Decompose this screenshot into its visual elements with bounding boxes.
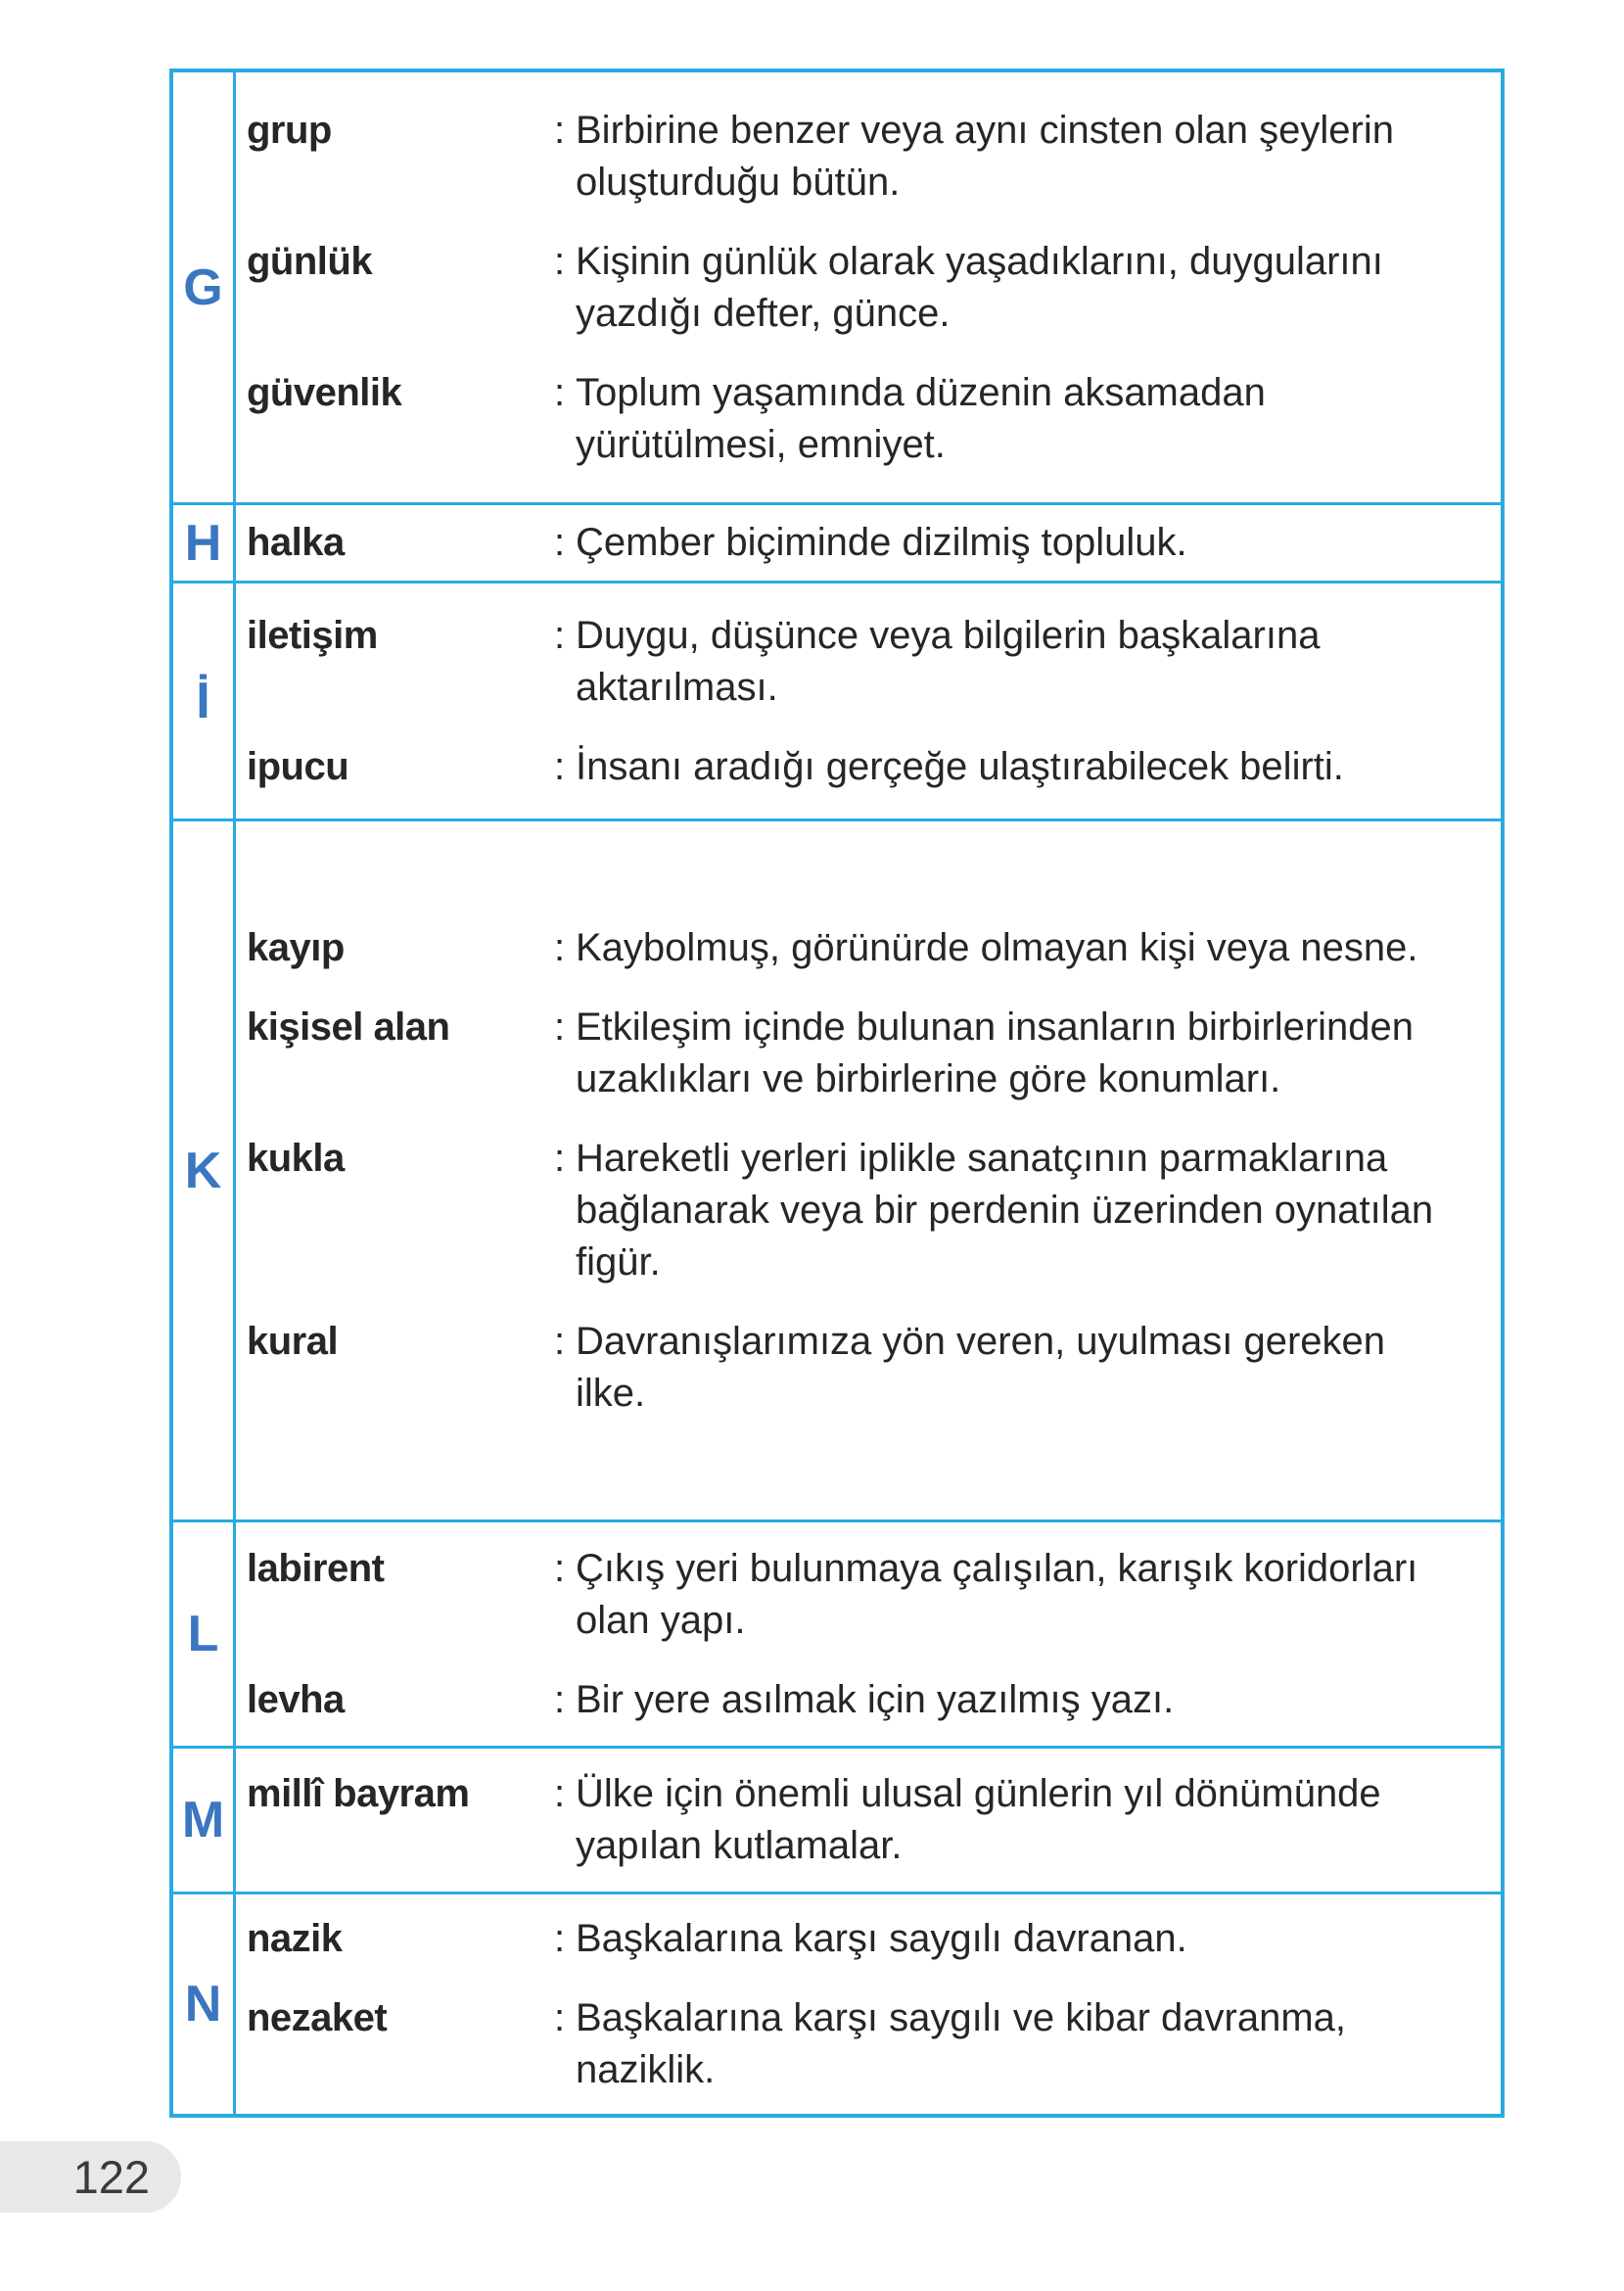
entry-colon: : — [554, 1546, 566, 1590]
glossary-entry — [247, 922, 1481, 974]
section-entries — [236, 1522, 1501, 1746]
section-letter-cell — [173, 1894, 236, 2114]
entry-term: güvenlik — [247, 370, 402, 414]
section-letter-cell — [173, 1522, 236, 1746]
entry-term: nezaket — [247, 1995, 388, 2039]
entry-definition: Bir yere asılmak için yazılmış yazı. — [576, 1677, 1175, 1721]
glossary-section — [173, 818, 1501, 1520]
section-letter: L — [187, 1606, 219, 1662]
section-entries — [236, 821, 1501, 1520]
glossary-section — [173, 1746, 1501, 1892]
entry-colon: : — [554, 370, 566, 414]
glossary-entry — [247, 741, 1481, 793]
entry-term: kukla — [247, 1136, 345, 1180]
glossary-section — [173, 72, 1501, 502]
section-letter-cell — [173, 1749, 236, 1892]
glossary-entry — [247, 367, 1481, 471]
entry-definition: Davranışlarımıza yön veren, uyulması gereken ilke. — [576, 1319, 1386, 1415]
entry-colon: : — [554, 1136, 566, 1180]
glossary-entry — [247, 517, 1481, 569]
entry-definition: Duygu, düşünce veya bilgilerin başkalarına aktarılması. — [576, 613, 1321, 709]
glossary-entry — [247, 1002, 1481, 1105]
entry-term: kayıp — [247, 925, 345, 969]
glossary-entry — [247, 1913, 1481, 1965]
entry-definition: Toplum yaşamında düzenin aksamadan yürütülmesi, emniyet. — [576, 370, 1266, 466]
entry-definition: Birbirine benzer veya aynı cinsten olan şeylerin oluşturduğu bütün. — [576, 108, 1394, 204]
entry-definition: Başkalarına karşı saygılı ve kibar davranma, naziklik. — [576, 1995, 1347, 2091]
entry-term: halka — [247, 521, 345, 564]
glossary-entry — [247, 1543, 1481, 1647]
glossary-table — [169, 69, 1505, 2118]
entry-term: ipucu — [247, 744, 349, 788]
entry-colon: : — [554, 1916, 566, 1960]
glossary-entry — [247, 1992, 1481, 2096]
entry-term: millî bayram — [247, 1772, 470, 1815]
glossary-section — [173, 581, 1501, 818]
section-entries — [236, 1894, 1501, 2114]
entry-definition: Kişinin günlük olarak yaşadıklarını, duygularını yazdığı defter, günce. — [576, 239, 1383, 335]
entry-colon: : — [554, 925, 566, 969]
entry-term: levha — [247, 1677, 345, 1721]
page-number-pill — [0, 2141, 181, 2213]
section-letter: K — [184, 1142, 222, 1199]
entry-definition: Çember biçiminde dizilmiş topluluk. — [576, 521, 1187, 564]
entry-colon: : — [554, 1772, 566, 1815]
section-letter: İ — [196, 673, 210, 729]
entry-colon: : — [554, 1677, 566, 1721]
entry-definition: Etkileşim içinde bulunan insanların birbirlerinden uzaklıkları ve birbirlerine göre konumları. — [576, 1005, 1415, 1100]
entry-colon: : — [554, 521, 566, 564]
entry-definition: Başkalarına karşı saygılı davranan. — [576, 1916, 1187, 1960]
section-entries — [236, 1749, 1501, 1892]
section-entries — [236, 72, 1501, 502]
section-letter-cell — [173, 72, 236, 502]
glossary-entry — [247, 1316, 1481, 1420]
entry-term: kural — [247, 1319, 339, 1363]
section-entries — [236, 505, 1501, 581]
glossary-section — [173, 1520, 1501, 1746]
page-number: 122 — [72, 2151, 150, 2203]
entry-colon: : — [554, 1005, 566, 1049]
section-letter: M — [181, 1792, 225, 1848]
glossary-entry — [247, 610, 1481, 714]
glossary-section — [173, 1892, 1501, 2114]
glossary-entry — [247, 1133, 1481, 1288]
entry-colon: : — [554, 613, 566, 657]
entry-definition: Çıkış yeri bulunmaya çalışılan, karışık koridorları olan yapı. — [576, 1546, 1418, 1642]
entry-colon: : — [554, 239, 566, 283]
entry-term: nazik — [247, 1916, 343, 1960]
entry-definition: Ülke için önemli ulusal günlerin yıl dönümünde yapılan kutlamalar. — [576, 1772, 1381, 1867]
glossary-entry — [247, 1674, 1481, 1726]
section-letter: N — [184, 1976, 222, 2033]
entry-colon: : — [554, 1995, 566, 2039]
section-letter-cell — [173, 584, 236, 818]
section-letter: G — [183, 258, 223, 316]
section-entries — [236, 584, 1501, 818]
glossary-entry — [247, 105, 1481, 209]
entry-definition: İnsanı aradığı gerçeğe ulaştırabilecek belirti. — [576, 744, 1344, 788]
section-letter-cell — [173, 505, 236, 581]
entry-colon: : — [554, 744, 566, 788]
entry-colon: : — [554, 1319, 566, 1363]
section-letter-cell — [173, 821, 236, 1520]
glossary-entry — [247, 1768, 1481, 1872]
entry-term: labirent — [247, 1546, 385, 1590]
section-letter: H — [184, 514, 222, 572]
entry-definition: Kaybolmuş, görünürde olmayan kişi veya nesne. — [576, 925, 1418, 969]
glossary-section — [173, 502, 1501, 581]
entry-term: kişisel alan — [247, 1005, 450, 1049]
entry-term: iletişim — [247, 613, 378, 657]
glossary-entry — [247, 236, 1481, 340]
entry-term: günlük — [247, 239, 373, 283]
entry-definition: Hareketli yerleri iplikle sanatçının parmaklarına bağlanarak veya bir perdenin üzerinden oynatılan figür. — [576, 1136, 1434, 1284]
entry-colon: : — [554, 108, 566, 152]
entry-term: grup — [247, 108, 332, 152]
